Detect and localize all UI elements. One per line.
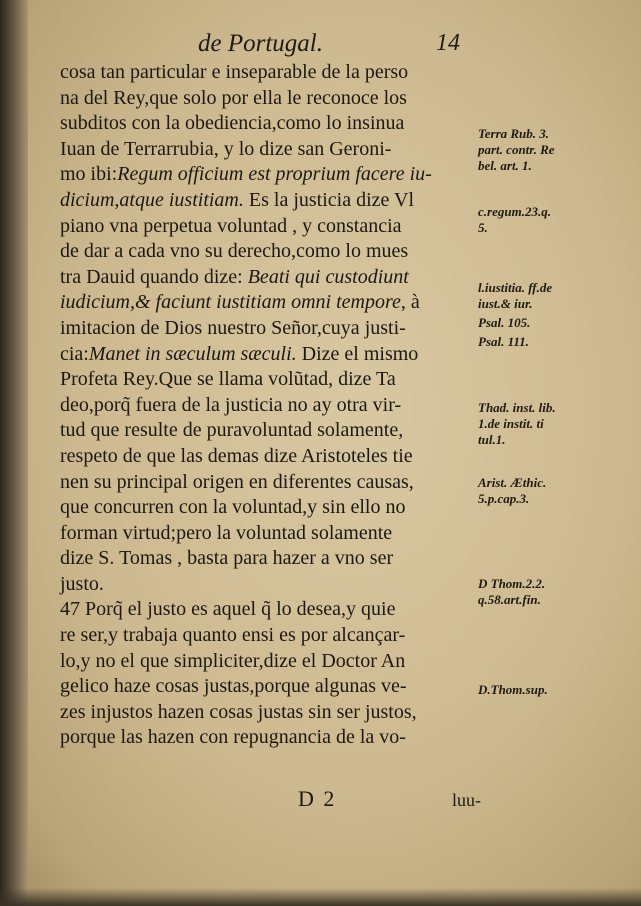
marginal-note-line: tul.1. [478, 432, 506, 447]
text-line: gelico haze cosas justas,porque algunas ve- [60, 675, 407, 698]
text-line: que concurren con la voluntad,y sin ello no [60, 496, 406, 519]
italic-quote: Manet in sæculum sæculi. [88, 342, 297, 365]
marginal-note-line: iust.& iur. [478, 296, 533, 311]
text-line: Profeta Rey.Que se llama volũtad, dize Ta [60, 368, 396, 391]
text-segment: Es la justicia dize Vl [243, 188, 415, 211]
text-line: nen su principal origen en diferentes causas, [60, 470, 414, 493]
marginal-note-line: 5. [478, 220, 488, 235]
italic-quote: Regum officium est proprium facere iu- [117, 163, 432, 186]
marginal-note [478, 204, 551, 236]
text-line: na del Rey,que solo por ella le reconoce los [60, 86, 407, 109]
marginal-note-line: Terra Rub. 3. [478, 126, 550, 141]
text-line: dize S. Tomas , basta para hazer a vno ser [60, 547, 394, 570]
page-number: 14 [436, 30, 460, 56]
text-line [60, 290, 490, 316]
text-line [60, 188, 490, 214]
text-line [60, 342, 490, 368]
marginal-note [478, 576, 545, 608]
text-line: lo,y no el que simpliciter,dize el Doctor An [60, 649, 406, 672]
page-bottom-shadow [0, 888, 641, 906]
text-line: forman virtud;pero la voluntad solamente [60, 521, 393, 544]
text-line: justo. [60, 572, 104, 595]
marginal-note-line: Psal. 111. [478, 334, 529, 349]
marginal-note [478, 315, 530, 331]
text-line: cosa tan particular e inseparable de la perso [60, 61, 409, 83]
catchword: luu- [452, 790, 481, 810]
text-line: subditos con la obediencia,como lo insinua [60, 112, 405, 135]
marginal-notes [478, 0, 638, 906]
text-segment: cia: [60, 342, 89, 365]
text-line: tud que resulte de puravoluntad solamente, [60, 419, 404, 442]
text-line: re ser,y trabaja quanto ensi es por alcançar- [60, 624, 406, 647]
marginal-note-line: 1.de instit. ti [478, 416, 544, 431]
text-segment: mo ibi: [60, 163, 118, 186]
italic-quote: Beati qui custodiunt [247, 265, 409, 288]
marginal-note [478, 334, 529, 350]
marginal-note-line: Arist. Æthic. [478, 475, 547, 490]
marginal-note-line: l.iustitia. ff.de [478, 280, 553, 295]
text-segment: , à [400, 291, 420, 314]
marginal-note-line: bel. art. 1. [478, 158, 532, 173]
italic-quote: iudicium,& faciunt iustitiam omni tempore [60, 291, 401, 314]
marginal-note-line: Thad. inst. lib. [478, 400, 556, 415]
signature-mark: D 2 [298, 786, 337, 811]
italic-quote: dicium,atque iustitiam. [60, 188, 244, 211]
marginal-note [478, 682, 548, 698]
marginal-note-line: Psal. 105. [478, 315, 531, 330]
text-line: 47 Porq̃ el justo es aquel q̃ lo desea,y quie [60, 598, 396, 621]
text-line: respeto de que las demas dize Aristoteles tie [60, 444, 413, 467]
marginal-note-line: c.regum.23.q. [478, 204, 551, 219]
text-line: de dar a cada vno su derecho,como lo mues [60, 240, 409, 263]
marginal-note [478, 126, 555, 174]
text-line: porque las hazen con repugnancia de la vo- [60, 726, 406, 749]
marginal-note [478, 400, 556, 448]
main-text-block [60, 60, 490, 751]
marginal-note [478, 475, 546, 507]
book-gutter [0, 0, 28, 906]
text-line: piano vna perpetua voluntad , y constancia [60, 214, 402, 237]
text-line: Iuan de Terrarrubia, y lo dize san Geroni- [60, 137, 392, 160]
marginal-note-line: D.Thom.sup. [478, 682, 548, 697]
marginal-note-line: q.58.art.fin. [478, 592, 541, 607]
marginal-note-line: 5.p.cap.3. [478, 491, 530, 506]
text-line [60, 162, 490, 188]
text-line: zes injustos hazen cosas justas sin ser justos, [60, 700, 417, 723]
text-segment: Dize el mismo [296, 342, 419, 365]
marginal-note-line: part. contr. Re [478, 142, 555, 157]
marginal-note [478, 280, 552, 312]
text-segment: tra Dauid quando dize: [60, 265, 248, 288]
marginal-note-line: D Thom.2.2. [478, 576, 546, 591]
running-title: de Portugal. [198, 30, 323, 57]
text-line: imitacion de Dios nuestro Señor,cuya justi- [60, 316, 406, 339]
text-line: deo,porq̃ fuera de la justicia no ay otra vir- [60, 393, 402, 416]
text-line [60, 265, 490, 291]
